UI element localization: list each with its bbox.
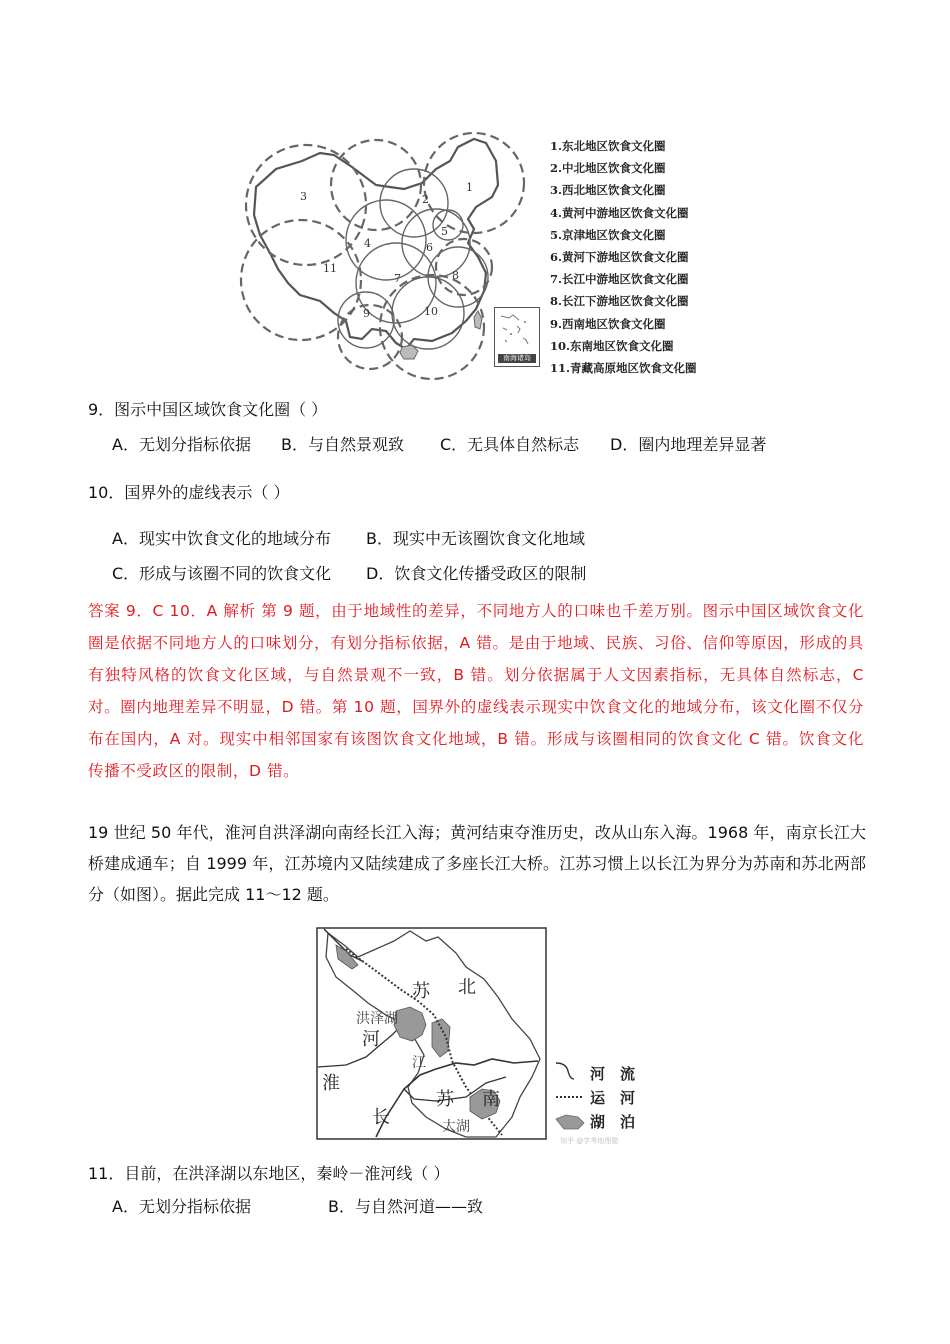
legend-item: 2.中北地区饮食文化圈	[550, 161, 666, 176]
legend-item: 8.长江下游地区饮食文化圈	[550, 294, 689, 309]
q9-option-b[interactable]: B．与自然景观致	[281, 435, 404, 454]
legend-item: 1.东北地区饮食文化圈	[550, 139, 666, 153]
question-10-stem: 10．国界外的虚线表示（ ）	[88, 483, 290, 502]
jiangsu-map	[316, 927, 548, 1141]
label-bei: 北	[458, 977, 476, 998]
legend-item: 9.西南地区饮食文化圈	[550, 316, 666, 331]
watermark: 知乎 @学考地理题	[560, 1137, 619, 1145]
region-4-label: 4	[364, 237, 371, 250]
legend-item: 6.黄河下游地区饮食文化圈	[550, 250, 689, 265]
food-culture-map-figure	[236, 125, 716, 383]
label-taihu: 太湖	[442, 1119, 470, 1135]
region-2-label: 2	[422, 193, 429, 206]
river-symbol-icon	[556, 1063, 574, 1079]
circle-11-dashed	[241, 220, 361, 340]
region-1-label: 1	[466, 181, 473, 194]
question-11-stem: 11．目前，在洪泽湖以东地区，秦岭－淮河线（ ）	[88, 1164, 450, 1183]
region-5-label: 5	[441, 225, 448, 238]
legend-item: 3.西北地区饮食文化圈	[550, 183, 666, 198]
circle-3-dashed	[246, 145, 366, 265]
q10-option-b[interactable]: B．现实中无该圈饮食文化地域	[366, 529, 585, 548]
q9-option-c[interactable]: C．无具体自然标志	[440, 435, 580, 454]
legend-item: 5.京津地区饮食文化圈	[550, 227, 666, 242]
region-6-label: 6	[426, 241, 433, 254]
inset-label: 南海诸岛	[498, 354, 536, 363]
label-su-north: 苏	[412, 981, 430, 1002]
legend-item: 7.长江中游地区饮食文化圈	[550, 272, 689, 287]
legend-lake: 湖 泊	[590, 1113, 636, 1131]
china-map-diagram	[236, 125, 536, 383]
q10-option-a[interactable]: A．现实中饮食文化的地域分布	[112, 529, 331, 548]
south-china-sea-inset	[494, 307, 540, 367]
q11-option-a[interactable]: A．无划分指标依据	[112, 1197, 251, 1216]
label-he: 河	[362, 1029, 380, 1050]
legend-item: 4.黄河中游地区饮食文化圈	[550, 205, 689, 220]
passage-text: 19 世纪 50 年代，淮河自洪泽湖向南经长江入海；黄河结束夺淮历史，改从山东入海。1968 年，南京长江大桥建成通车；自 1999 年，江苏境内又陆续建成了多座长江大桥。江苏习惯上以长江为界分为苏南和苏北两部分（如图）。据此完成 11～12 题。	[88, 823, 866, 904]
region-3-label: 3	[300, 190, 307, 203]
legend-item: 11.青藏高原地区饮食文化圈	[550, 361, 697, 376]
label-hongze: 洪泽湖	[356, 1011, 398, 1027]
jiangsu-map-figure	[316, 927, 646, 1145]
legend-item: 10.东南地区饮食文化圈	[550, 338, 674, 353]
taiwan-island	[474, 311, 482, 329]
food-culture-legend	[550, 135, 697, 379]
region-10-label: 10	[424, 305, 438, 318]
q9-option-a[interactable]: A．无划分指标依据	[112, 435, 251, 454]
region-8-label: 8	[452, 269, 459, 282]
label-chang: 长	[372, 1107, 390, 1128]
answer-explanation: 答案 9．C 10．A 解析 第 9 题，由于地域性的差异，不同地方人的口味也千差万别。图示中国区域饮食文化圈是依据不同地方人的口味划分，有划分指标依据，A 错。是由于地域、民族、习俗、信仰等原因，形成的具有独特风格的饮食文化区域，与自然景观不一致，B 错。划分依据属于人文因素指标，无具体自然标志，C 对。圈内地理差异不明显，D 错。第 10 题，国界外的虚线表示现实中饮食文化的地域分布，该文化圈不仅分布在国内，A 对。现实中相邻国家有该图饮食文化地域，B 错。形成与该圈相同的饮食文化 C 错。饮食文化传播不受政区的限制，D 错。	[88, 602, 864, 780]
q11-option-b[interactable]: B．与自然河道——致	[328, 1197, 483, 1216]
circle-2-inner	[380, 169, 448, 237]
jiangsu-legend	[552, 1057, 648, 1167]
region-11-label: 11	[323, 262, 337, 275]
label-jiang: 江	[412, 1055, 426, 1071]
circle-1-dashed	[424, 133, 524, 233]
legend-river: 河 流	[590, 1065, 636, 1083]
region-7-label: 7	[394, 272, 401, 285]
q10-option-d[interactable]: D．饮食文化传播受政区的限制	[366, 564, 587, 583]
lake-symbol-icon	[556, 1115, 584, 1129]
q9-option-d[interactable]: D．圈内地理差异显著	[610, 435, 767, 454]
q10-option-c[interactable]: C．形成与该圈不同的饮食文化	[112, 564, 332, 583]
label-huai: 淮	[322, 1073, 340, 1094]
legend-canal: 运 河	[590, 1089, 636, 1107]
label-su-south: 苏	[436, 1089, 454, 1110]
region-9-label: 9	[363, 307, 370, 320]
question-9-stem: 9．图示中国区域饮食文化圈（ ）	[88, 400, 328, 419]
label-nan: 南	[482, 1089, 500, 1110]
